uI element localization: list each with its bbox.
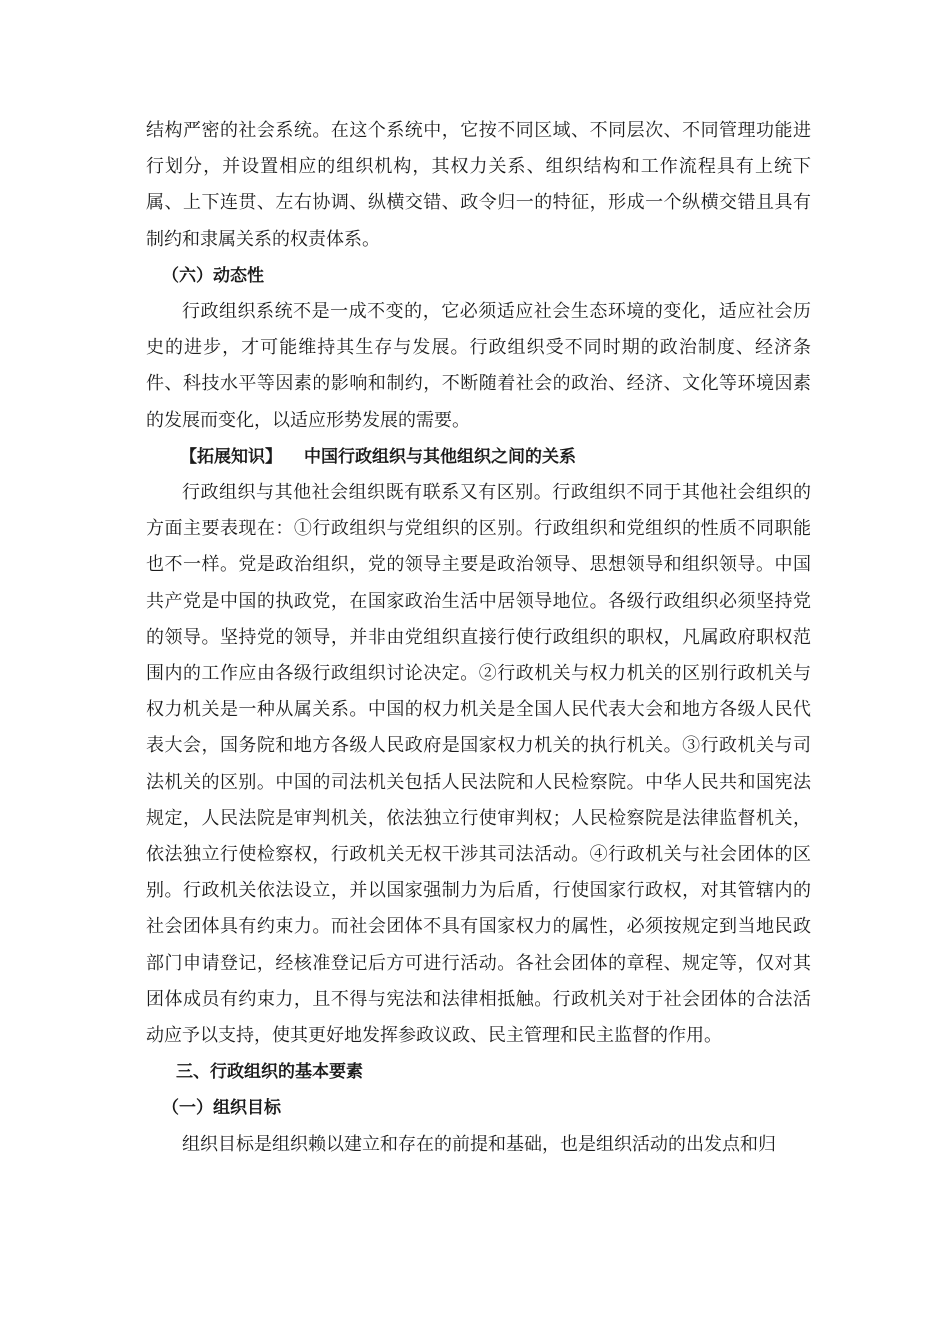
heading-dynamic: （六）动态性 bbox=[162, 265, 264, 286]
paragraph-dynamic: 行政组织系统不是一成不变的，它必须适应社会生态环境的变化，适应社会历史的进步，才可能维持其生存与发展。行政组织受不同时期的政治制度、经济条件、科技水平等因素的影响和制约，不断随着社会的政治、经济、文化等环境因素的发展而变化，以适应形势发展的需要。 bbox=[146, 301, 811, 431]
extension-title: 中国行政组织与其他组织之间的关系 bbox=[304, 446, 576, 467]
document-body bbox=[146, 113, 811, 1163]
heading-extension bbox=[146, 439, 811, 475]
heading-section-3: 三、行政组织的基本要素 bbox=[176, 1062, 363, 1083]
extension-label: 【拓展知识】 bbox=[180, 446, 282, 467]
paragraph-system-structure: 结构严密的社会系统。在这个系统中，它按不同区域、不同层次、不同管理功能进行划分，并设置相应的组织机构，其权力关系、组织结构和工作流程具有上统下属、上下连贯、左右协调、纵横交错、政令归一的特征，形成一个纵横交错且具有制约和隶属关系的权责体系。 bbox=[146, 120, 811, 250]
heading-goal: （一）组织目标 bbox=[162, 1098, 281, 1119]
paragraph-extension: 行政组织与其他社会组织既有联系又有区别。行政组织不同于其他社会组织的方面主要表现在：①行政组织与党组织的区别。行政组织和党组织的性质不同职能也不一样。党是政治组织，党的领导主要是政治领导、思想领导和组织领导。中国共产党是中国的执政党，在国家政治生活中居领导地位。各级行政组织必须坚持党的领导。坚持党的领导，并非由党组织直接行使行政组织的职权，凡属政府职权范围内的工作应由各级行政组织讨论决定。②行政机关与权力机关的区别行政机关与权力机关是一种从属关系。中国的权力机关是全国人民代表大会和地方各级人民代表大会，国务院和地方各级人民政府是国家权力机关的执行机关。③行政机关与司法机关的区别。中国的司法机关包括人民法院和人民检察院。中华人民共和国宪法规定，人民法院是审判机关，依法独立行使审判权；人民检察院是法律监督机关，依法独立行使检察权，行政机关无权干涉其司法活动。④行政机关与社会团体的区别。行政机关依法设立，并以国家强制力为后盾，行使国家行政权，对其管辖内的社会团体具有约束力。而社会团体不具有国家权力的属性，必须按规定到当地民政部门申请登记，经核准登记后方可进行活动。各社会团体的章程、规定等，仅对其团体成员有约束力，且不得与宪法和法律相抵触。行政机关对于社会团体的合法活动应予以支持，使其更好地发挥参政议政、民主管理和民主监督的作用。 bbox=[146, 482, 811, 1047]
paragraph-goal: 组织目标是组织赖以建立和存在的前提和基础，也是组织活动的出发点和归 bbox=[182, 1133, 776, 1155]
